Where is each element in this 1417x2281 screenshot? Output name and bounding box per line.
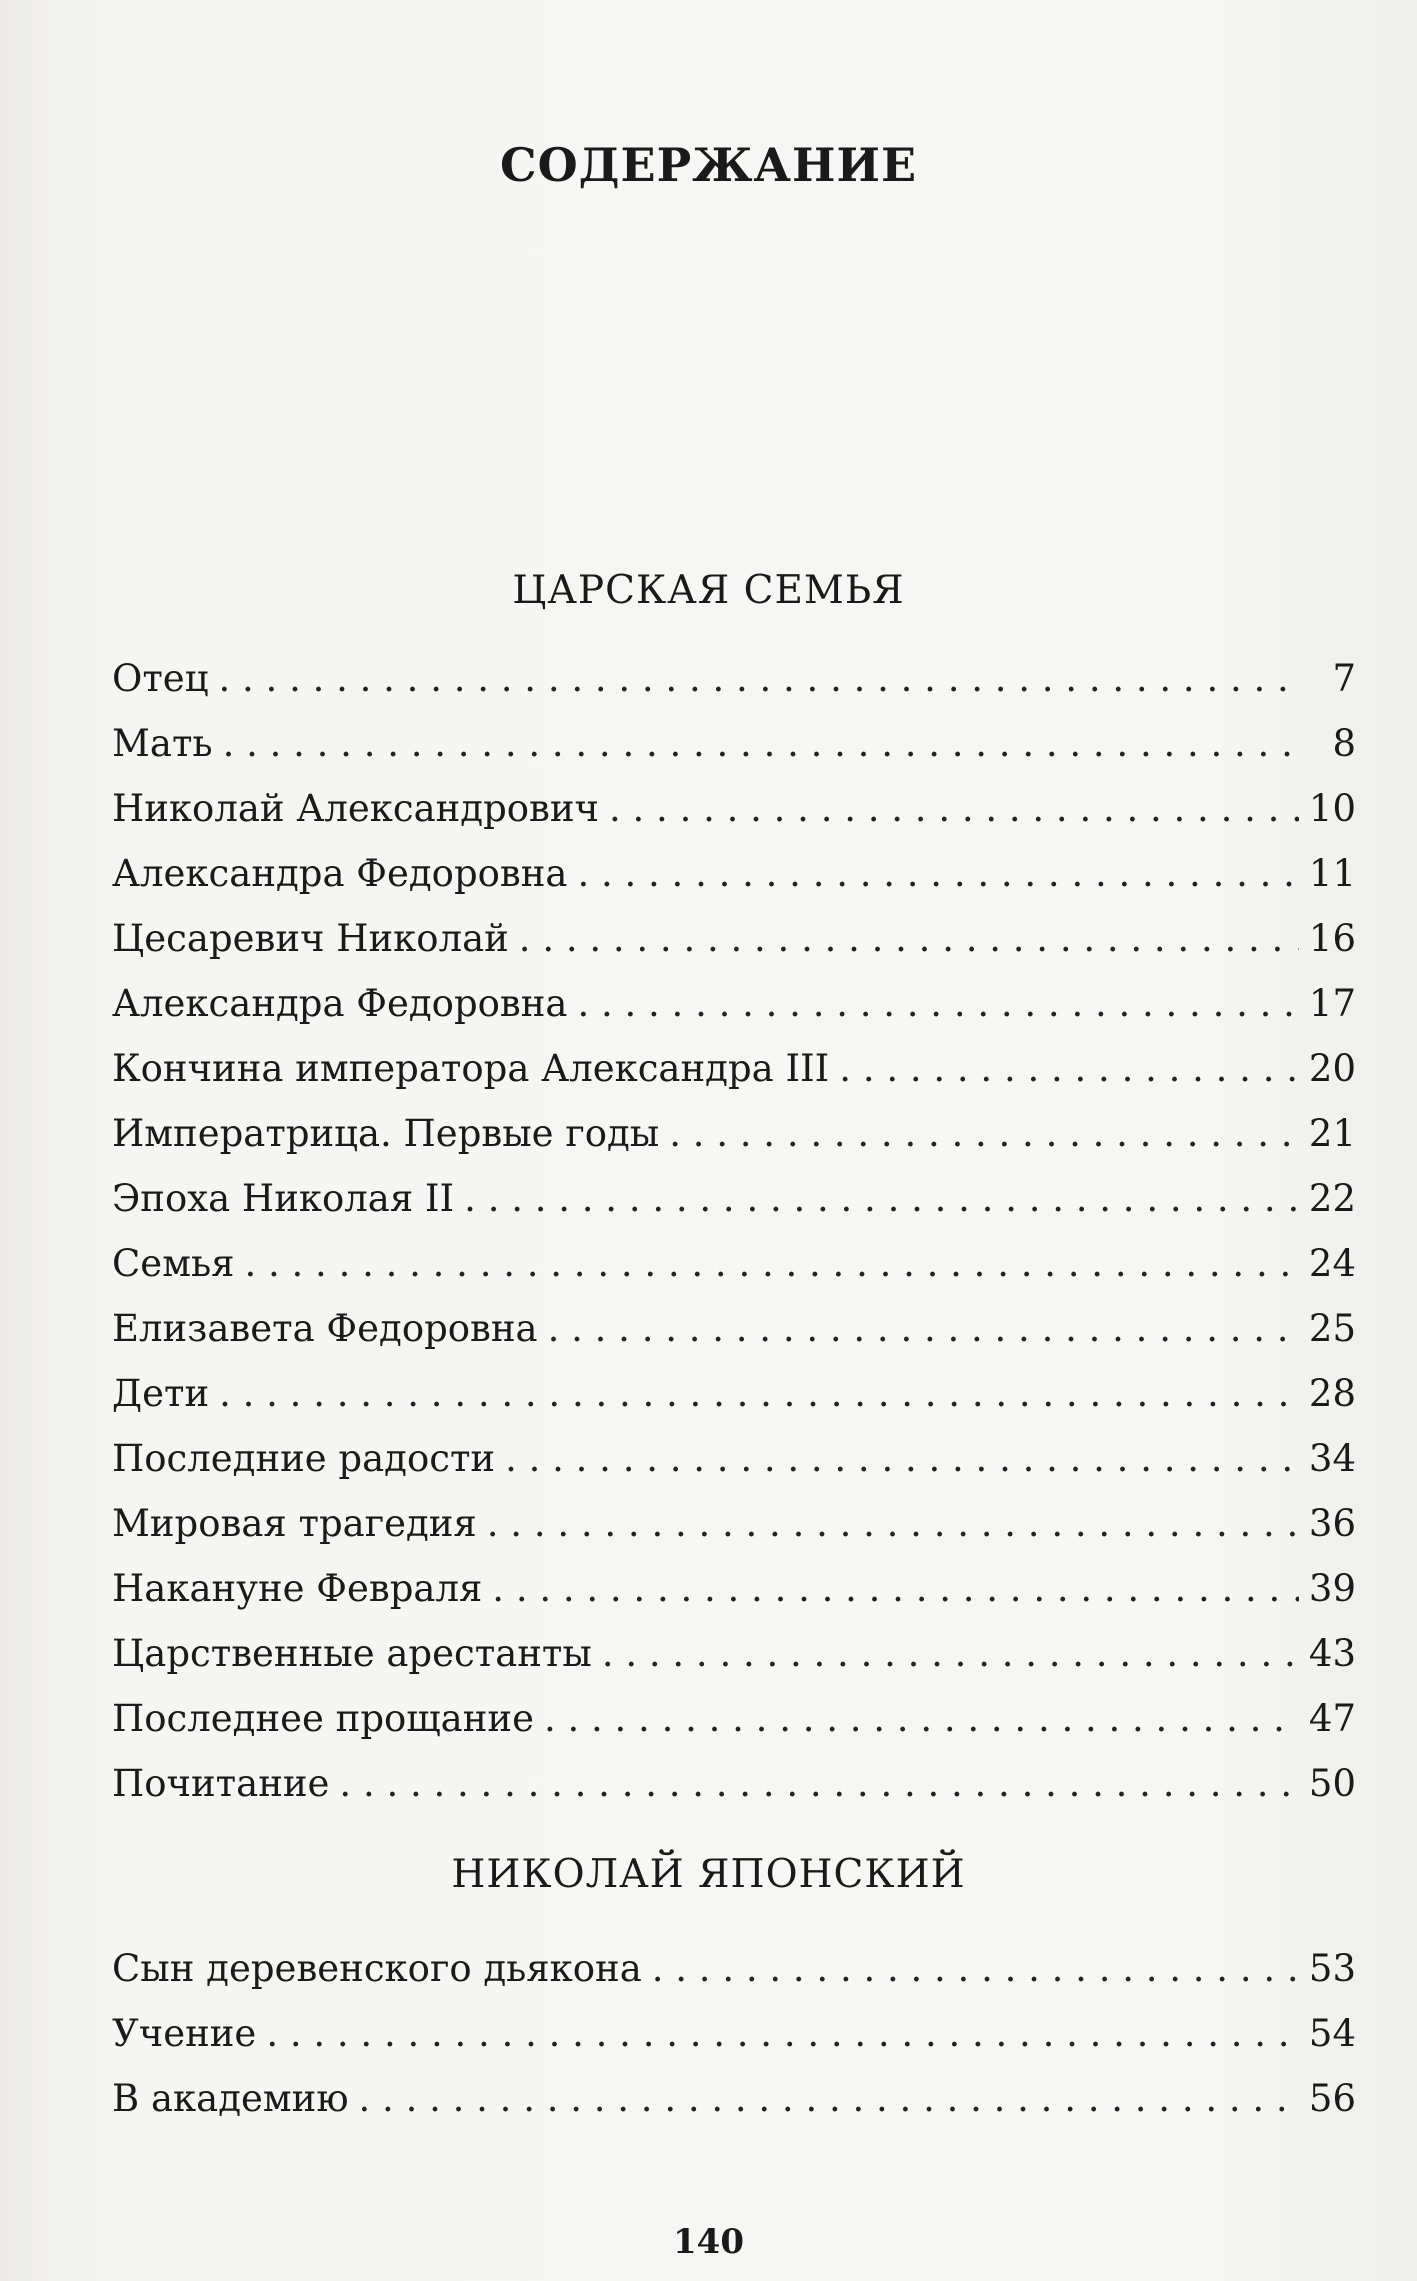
toc-leader-dots	[839, 1043, 1299, 1095]
toc-entry	[112, 978, 1356, 1030]
toc-entry-label: Кончина императора Александра III	[112, 1047, 830, 1090]
toc-entry	[112, 1758, 1356, 1810]
toc-leader-dots	[519, 913, 1299, 965]
toc-leader-dots	[219, 653, 1301, 705]
toc-entry	[112, 2008, 1356, 2060]
toc-entry-label: Отец	[112, 657, 209, 700]
toc-entry-label: Сын деревенского дьякона	[112, 1947, 642, 1990]
toc-entry-label: Мать	[112, 722, 213, 765]
toc-entry	[112, 1173, 1356, 1225]
toc-leader-dots	[487, 1498, 1299, 1550]
toc-entry-page: 24	[1308, 1242, 1356, 1285]
toc-entry-page: 25	[1308, 1307, 1356, 1350]
section-heading: ЦАРСКАЯ СЕМЬЯ	[512, 568, 905, 613]
toc-entry-page: 39	[1308, 1567, 1356, 1610]
toc-entry-page: 53	[1308, 1947, 1356, 1990]
toc-leader-dots	[219, 1368, 1299, 1420]
toc-entry-label: Накануне Февраля	[112, 1567, 483, 1610]
toc-leader-dots	[602, 1628, 1299, 1680]
toc-entry-page: 20	[1308, 1047, 1356, 1090]
toc-entry-page: 54	[1308, 2012, 1356, 2055]
toc-entry	[112, 653, 1356, 705]
toc-leader-dots	[359, 2073, 1299, 2125]
toc-entry-label: Императрица. Первые годы	[112, 1112, 660, 1155]
toc-entry	[112, 2073, 1356, 2125]
toc-entry	[112, 1108, 1356, 1160]
toc-entry-label: Почитание	[112, 1762, 330, 1805]
section-heading: НИКОЛАЙ ЯПОНСКИЙ	[451, 1852, 966, 1897]
toc-entry-label: Последнее прощание	[112, 1697, 534, 1740]
toc-entry	[112, 1303, 1356, 1355]
toc-entry-label: Александра Федоровна	[112, 852, 568, 895]
toc-entry-label: Елизавета Федоровна	[112, 1307, 538, 1350]
toc-entry	[112, 718, 1356, 770]
toc-entry-label: Учение	[112, 2012, 257, 2055]
toc-entry-label: Последние радости	[112, 1437, 496, 1480]
toc-entry-page: 34	[1308, 1437, 1356, 1480]
toc-leader-dots	[464, 1173, 1299, 1225]
toc-entry	[112, 1238, 1356, 1290]
toc-entry-page: 36	[1308, 1502, 1356, 1545]
toc-leader-dots	[339, 1758, 1298, 1810]
toc-leader-dots	[544, 1693, 1299, 1745]
toc-leader-dots	[577, 978, 1298, 1030]
toc-leader-dots	[548, 1303, 1299, 1355]
toc-entry	[112, 1433, 1356, 1485]
toc-entry	[112, 848, 1356, 900]
page-number: 140	[673, 2222, 744, 2262]
toc-entry-page: 47	[1308, 1697, 1356, 1740]
toc-entry-page: 50	[1308, 1762, 1356, 1805]
toc-entry-page: 28	[1308, 1372, 1356, 1415]
toc-leader-dots	[223, 718, 1300, 770]
toc-leader-dots	[577, 848, 1298, 900]
toc-entry	[112, 1563, 1356, 1615]
toc-entry-label: Семья	[112, 1242, 235, 1285]
toc-leader-dots	[652, 1943, 1299, 1995]
toc-leader-dots	[492, 1563, 1299, 1615]
toc-leader-dots	[266, 2008, 1299, 2060]
toc-entry-label: Цесаревич Николай	[112, 917, 509, 960]
toc-entry-label: Дети	[112, 1372, 210, 1415]
toc-entry-page: 11	[1308, 852, 1356, 895]
toc-entry-page: 10	[1308, 787, 1356, 830]
toc-entry-page: 43	[1308, 1632, 1356, 1675]
toc-entry-page: 17	[1308, 982, 1356, 1025]
toc-entry	[112, 1368, 1356, 1420]
toc-entry-label: Мировая трагедия	[112, 1502, 477, 1545]
toc-entry-page: 16	[1308, 917, 1356, 960]
toc-entry-page: 56	[1308, 2077, 1356, 2120]
toc-entry	[112, 1498, 1356, 1550]
toc-entry	[112, 1693, 1356, 1745]
toc-entry	[112, 1043, 1356, 1095]
toc-entry-page: 7	[1332, 657, 1356, 700]
toc-leader-dots	[669, 1108, 1299, 1160]
toc-leader-dots	[609, 783, 1299, 835]
toc-entry	[112, 1943, 1356, 1995]
toc-entry	[112, 913, 1356, 965]
toc-entry-label: Александра Федоровна	[112, 982, 568, 1025]
toc-entry	[112, 783, 1356, 835]
toc-entry-page: 22	[1308, 1177, 1356, 1220]
toc-entry-page: 8	[1332, 722, 1356, 765]
page-title: СОДЕРЖАНИЕ	[499, 138, 918, 192]
toc-leader-dots	[505, 1433, 1299, 1485]
toc-entry-page: 21	[1308, 1112, 1356, 1155]
toc-entry-label: В академию	[112, 2077, 349, 2120]
toc-entry-label: Эпоха Николая II	[112, 1177, 455, 1220]
toc-leader-dots	[244, 1238, 1298, 1290]
toc-entry-label: Николай Александрович	[112, 787, 599, 830]
toc-entry	[112, 1628, 1356, 1680]
toc-entry-label: Царственные арестанты	[112, 1632, 592, 1675]
